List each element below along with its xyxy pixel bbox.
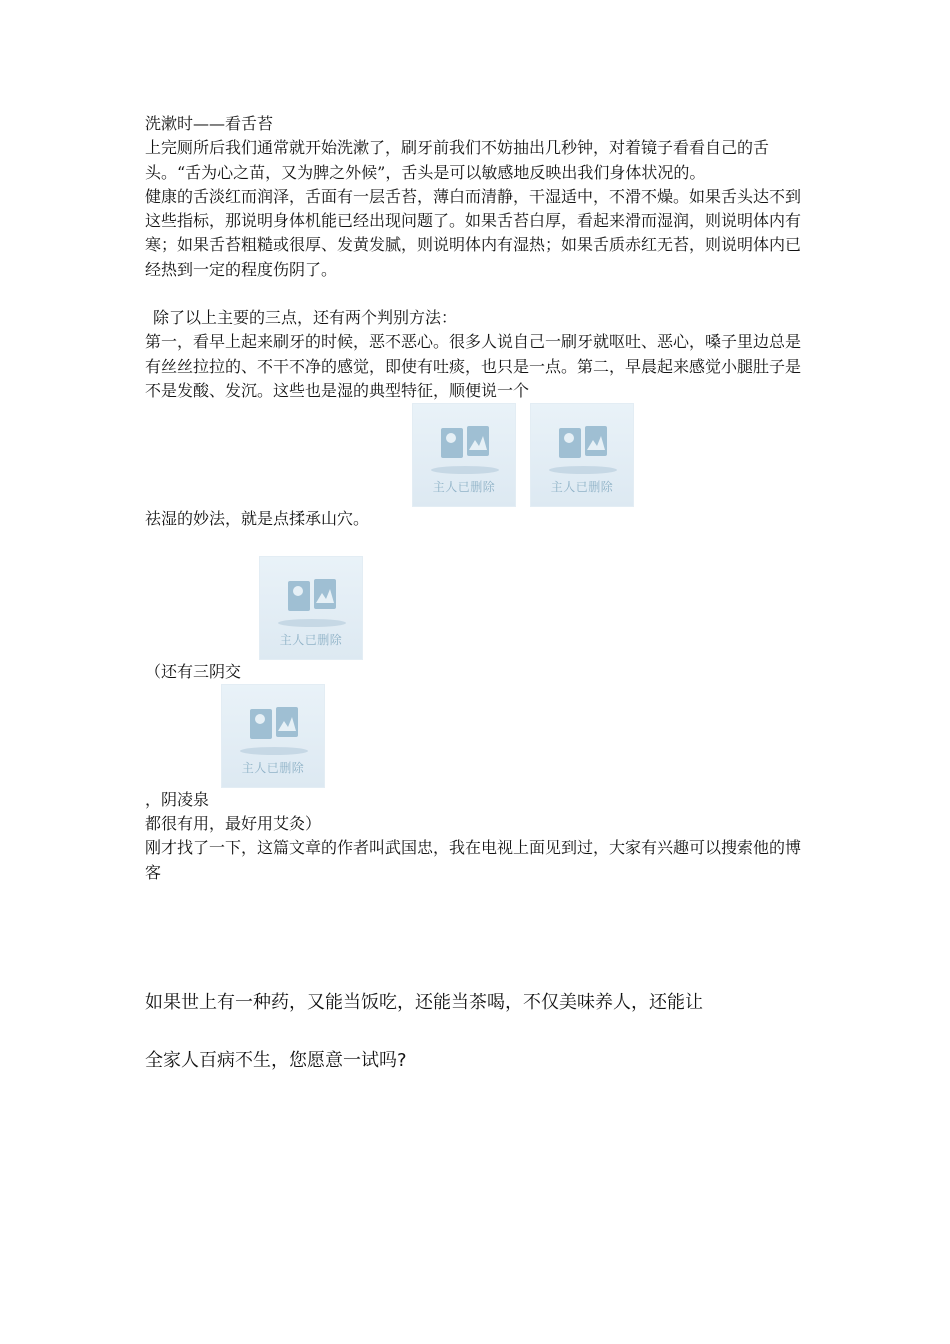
broken-photo-icon <box>286 577 338 617</box>
deleted-image-placeholder <box>221 684 325 788</box>
paragraph-methods: 第一，看早上起来刷牙的时候，恶不恶心。很多人说自己一刷牙就呕吐、恶心，嗓子里边总是有丝丝拉拉的、不干不净的感觉，即使有吐痰，也只是一点。第二，早晨起来感觉小腿肚子是不是发酸、发沉。这些也是湿的典型特征，顺便说一个 <box>145 332 802 400</box>
image-row-1 <box>145 403 810 507</box>
paragraph-tongue-intro: 上完厕所后我们通常就开始洗漱了，刷牙前我们不妨抽出几秒钟，对着镜子看看自己的舌头。“舌为心之苗，又为脾之外候”，舌头是可以敏感地反映出我们身体状况的。 <box>145 138 770 182</box>
article-body <box>145 112 810 885</box>
deleted-image-label: 主人已删除 <box>550 480 614 495</box>
promo-line-1: 如果世上有一种药，又能当饭吃，还能当茶喝，不仅美味养人，还能让 <box>145 992 703 1013</box>
image-row-2 <box>145 556 810 660</box>
deleted-image-label: 主人已删除 <box>279 632 343 647</box>
broken-photo-icon <box>439 424 491 464</box>
broken-photo-icon <box>557 424 609 464</box>
paragraph-author: 刚才找了一下，这篇文章的作者叫武国忠，我在电视上面见到过，大家有兴趣可以搜索他的博客 <box>145 838 802 882</box>
promo-line-2: 全家人百病不生，您愿意一试吗? <box>145 1050 407 1071</box>
paragraph-tongue-health: 健康的舌淡红而润泽，舌面有一层舌苔，薄白而清静，干湿适中，不滑不燥。如果舌头达不到这些指标，那说明身体机能已经出现问题了。如果舌苔白厚，看起来滑而湿润，则说明体内有寒；如果舌苔粗糙或很厚、发黄发腻，则说明体内有湿热；如果舌质赤红无苔，则说明体内已经热到一定的程度伤阴了。 <box>145 186 802 279</box>
broken-photo-icon <box>248 705 300 745</box>
paragraph-moxibustion: 都很有用，最好用艾灸） <box>145 814 322 834</box>
deleted-image-placeholder <box>259 556 363 660</box>
deleted-image-placeholder <box>530 403 634 507</box>
paragraph-methods-intro: 除了以上主要的三点，还有两个判别方法： <box>153 308 458 328</box>
article-title: 洗漱时——看舌苔 <box>145 114 274 133</box>
paragraph-yinlingquan: ，阴凌泉 <box>145 789 210 809</box>
promo-text <box>145 988 810 1076</box>
deleted-image-label: 主人已删除 <box>432 480 496 495</box>
deleted-image-label: 主人已删除 <box>241 760 305 775</box>
paragraph-sanyinjiao: （还有三阴交 <box>145 661 242 681</box>
paragraph-chengshan: 祛湿的妙法，就是点揉承山穴。 <box>145 509 370 529</box>
deleted-image-placeholder <box>412 403 516 507</box>
image-row-3 <box>145 684 810 788</box>
